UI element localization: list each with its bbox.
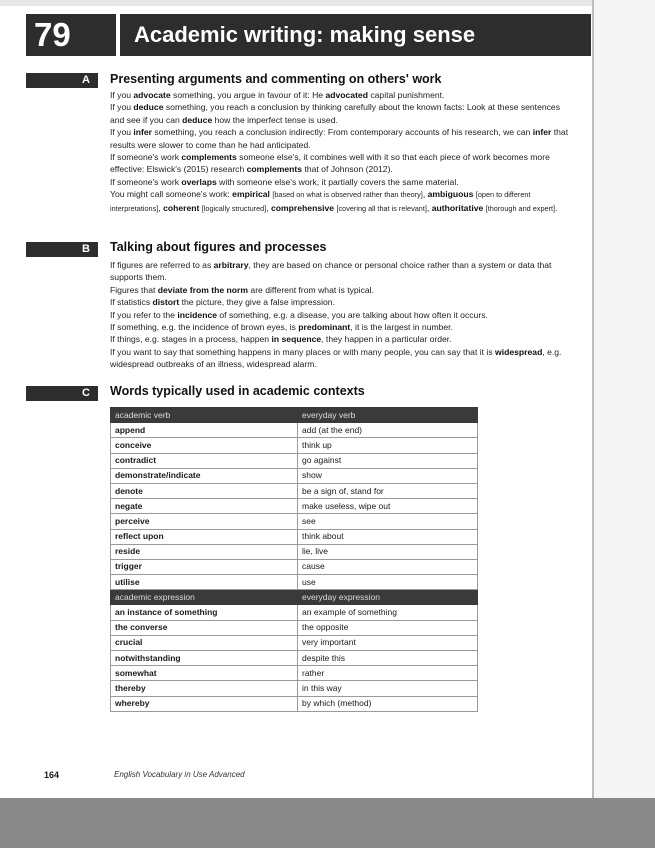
table-header-cell: academic expression — [111, 590, 298, 605]
section-a-heading: Presenting arguments and commenting on others' work — [110, 72, 442, 86]
section-c-letter: C — [82, 387, 90, 399]
academic-term-cell: append — [111, 423, 298, 438]
section-b-heading: Talking about figures and processes — [110, 240, 327, 254]
section-b-line: If statistics distort the picture, they give a false impression. — [110, 297, 335, 308]
academic-term-cell: whereby — [111, 696, 298, 711]
section-b-line: If figures are referred to as arbitrary, they are based on chance or personal choice rather than a system or data that supports them. — [110, 260, 552, 283]
table-row — [111, 423, 478, 438]
section-b-line: If something, e.g. the incidence of brown eyes, is predominant, it is the largest in number. — [110, 322, 453, 333]
academic-term-cell: notwithstanding — [111, 651, 298, 666]
section-a-letter: A — [82, 74, 90, 86]
everyday-term-cell: go against — [298, 453, 478, 468]
academic-term-cell: utilise — [111, 575, 298, 590]
unit-header — [26, 14, 591, 56]
section-c-marker — [26, 386, 98, 401]
section-a-marker — [26, 73, 98, 88]
table-row — [111, 681, 478, 696]
everyday-term-cell: make useless, wipe out — [298, 499, 478, 514]
everyday-term-cell: add (at the end) — [298, 423, 478, 438]
table-row — [111, 468, 478, 483]
unit-title: Academic writing: making sense — [134, 22, 476, 47]
academic-term-cell: demonstrate/indicate — [111, 468, 298, 483]
header-divider — [116, 14, 120, 56]
everyday-term-cell: the opposite — [298, 620, 478, 635]
academic-term-cell: crucial — [111, 635, 298, 650]
table-row — [111, 696, 478, 711]
everyday-term-cell: be a sign of, stand for — [298, 483, 478, 498]
academic-term-cell: contradict — [111, 453, 298, 468]
table-row — [111, 559, 478, 574]
section-b-text — [110, 259, 570, 371]
table-row — [111, 483, 478, 498]
section-a-line: If you advocate something, you argue in favour of it: He advocated capital punishment. — [110, 90, 445, 100]
table-header-cell: everyday verb — [298, 408, 478, 423]
table-row — [111, 544, 478, 559]
section-a-line: If you infer something, you reach a conclusion indirectly: From contemporary accounts of his research, we can infer that results were slower to come than he had anticipated. — [110, 127, 569, 150]
table-header-cell: everyday expression — [298, 590, 478, 605]
section-b-marker — [26, 242, 98, 257]
scan-bottom-edge — [0, 798, 655, 848]
section-b-line: If things, e.g. stages in a process, happen in sequence, they happen in a particular order. — [110, 334, 452, 345]
academic-term-cell: somewhat — [111, 666, 298, 681]
section-a-line: If someone's work overlaps with someone else's work, it partially covers the same material. — [110, 176, 459, 187]
scan-top-edge — [0, 0, 655, 6]
everyday-term-cell: cause — [298, 559, 478, 574]
academic-term-cell: reside — [111, 544, 298, 559]
book-title: English Vocabulary in Use Advanced — [114, 770, 245, 779]
academic-term-cell: perceive — [111, 514, 298, 529]
everyday-term-cell: show — [298, 468, 478, 483]
unit-number: 79 — [34, 16, 71, 53]
section-a-line: If someone's work complements someone else's, it combines well with it so that each piece of work becomes more effective: Elswick's (2015) research complements that of Johnson (2012). — [110, 152, 550, 175]
everyday-term-cell: use — [298, 575, 478, 590]
page-edge — [592, 0, 594, 798]
table-row — [111, 605, 478, 620]
academic-term-cell: trigger — [111, 559, 298, 574]
section-b-line: If you want to say that something happens in many places or with many people, you can say that it is widespread, e.g. widespread outbreaks of an illness, widespread alarm. — [110, 346, 562, 370]
section-b-line: If you refer to the incidence of something, e.g. a disease, you are talking about how often it occurs. — [110, 309, 488, 320]
vocabulary-table — [110, 407, 478, 712]
everyday-term-cell: think up — [298, 438, 478, 453]
section-b-letter: B — [82, 243, 90, 255]
academic-term-cell: denote — [111, 483, 298, 498]
table-header-cell: academic verb — [111, 408, 298, 423]
section-a-line: You might call someone's work: empirical [based on what is observed rather than theory], ambiguous [open to different interpretations], coherent [logically structured], comprehensive [covering all that is relevant], authoritative [thorough and expert]. — [110, 189, 558, 213]
table-row — [111, 529, 478, 544]
academic-term-cell: an instance of something — [111, 605, 298, 620]
section-c-heading: Words typically used in academic contexts — [110, 384, 365, 398]
academic-term-cell: conceive — [111, 438, 298, 453]
academic-term-cell: negate — [111, 499, 298, 514]
everyday-term-cell: despite this — [298, 651, 478, 666]
academic-term-cell: reflect upon — [111, 529, 298, 544]
table-header-row — [111, 408, 478, 423]
table-row — [111, 575, 478, 590]
academic-term-cell: the converse — [111, 620, 298, 635]
table-row — [111, 499, 478, 514]
page-number: 164 — [44, 770, 60, 780]
everyday-term-cell: an example of something — [298, 605, 478, 620]
table-row — [111, 651, 478, 666]
section-a-line: If you deduce something, you reach a conclusion by thinking carefully about the known facts: Look at these sentences and see if you can deduce how the imperfect tense is used. — [110, 102, 561, 125]
everyday-term-cell: rather — [298, 666, 478, 681]
table-row — [111, 514, 478, 529]
everyday-term-cell: see — [298, 514, 478, 529]
table-row — [111, 635, 478, 650]
everyday-term-cell: think about — [298, 529, 478, 544]
table-row — [111, 620, 478, 635]
academic-term-cell: thereby — [111, 681, 298, 696]
everyday-term-cell: very important — [298, 635, 478, 650]
table-row — [111, 666, 478, 681]
table-header-row — [111, 590, 478, 605]
everyday-term-cell: by which (method) — [298, 696, 478, 711]
scan-shadow — [593, 0, 655, 848]
everyday-term-cell: in this way — [298, 681, 478, 696]
table-row — [111, 438, 478, 453]
section-b-line: Figures that deviate from the norm are different from what is typical. — [110, 284, 374, 295]
everyday-term-cell: lie, live — [298, 544, 478, 559]
table-row — [111, 453, 478, 468]
section-a-text — [110, 89, 570, 215]
